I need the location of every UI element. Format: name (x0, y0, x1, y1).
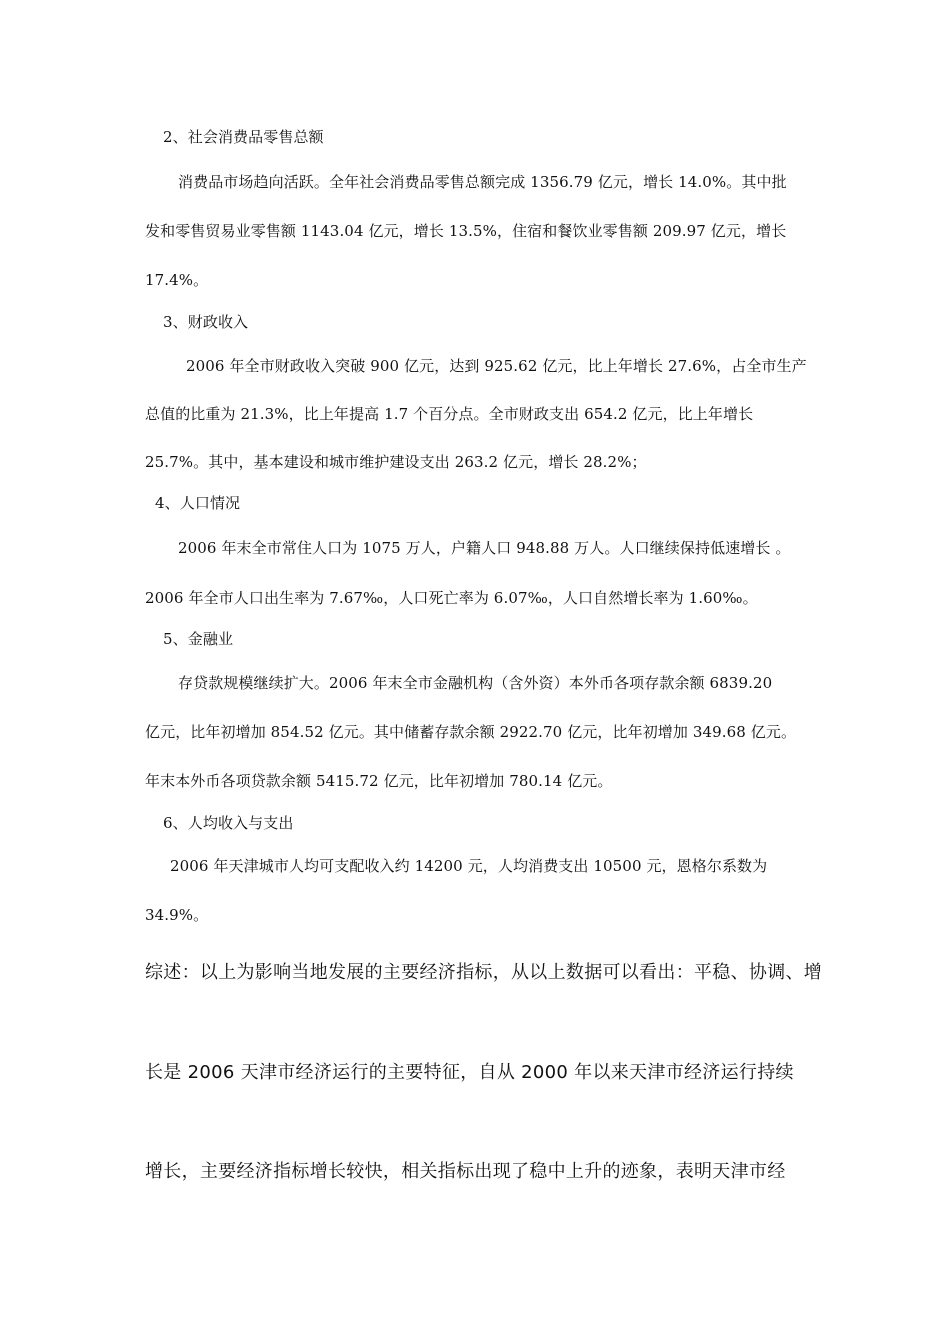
section-heading-population: 4、人口情况 (155, 494, 241, 512)
paragraph-line: 总值的比重为 21.3%，比上年提高 1.7 个百分点。全市财政支出 654.2 亿元，比上年增长 (145, 405, 754, 423)
section-heading-finance: 5、金融业 (163, 630, 234, 648)
paragraph-line: 2006 年天津城市人均可支配收入约 14200 元，人均消费支出 10500 元，恩格尔系数为 (170, 857, 768, 875)
summary-line: 综述：以上为影响当地发展的主要经济指标，从以上数据可以看出：平稳、协调、增 (145, 962, 823, 983)
paragraph-line: 17.4%。 (145, 271, 209, 289)
summary-line: 增长，主要经济指标增长较快，相关指标出现了稳中上升的迹象，表明天津市经 (145, 1161, 786, 1182)
section-heading-retail: 2、社会消费品零售总额 (163, 128, 324, 146)
paragraph-line: 2006 年全市人口出生率为 7.67‰，人口死亡率为 6.07‰，人口自然增长率为 1.60‰。 (145, 589, 758, 607)
section-heading-income-expenditure: 6、人均收入与支出 (163, 814, 294, 832)
paragraph-line: 亿元，比年初增加 854.52 亿元。其中储蓄存款余额 2922.70 亿元，比年初增加 349.68 亿元。 (145, 723, 797, 741)
paragraph-line: 年末本外币各项贷款余额 5415.72 亿元，比年初增加 780.14 亿元。 (145, 772, 613, 790)
summary-line: 长是 2006 天津市经济运行的主要特征，自从 2000 年以来天津市经济运行持续 (145, 1062, 794, 1083)
section-heading-fiscal-revenue: 3、财政收入 (163, 313, 249, 331)
paragraph-line: 34.9%。 (145, 906, 209, 924)
paragraph-line: 消费品市场趋向活跃。全年社会消费品零售总额完成 1356.79 亿元，增长 14.0%。其中批 (178, 173, 787, 191)
paragraph-line: 发和零售贸易业零售额 1143.04 亿元，增长 13.5%，住宿和餐饮业零售额 209.97 亿元，增长 (145, 222, 787, 240)
paragraph-line: 2006 年全市财政收入突破 900 亿元，达到 925.62 亿元，比上年增长 27.6%，占全市生产 (186, 357, 807, 375)
paragraph-line: 25.7%。其中，基本建设和城市维护建设支出 263.2 亿元，增长 28.2%； (145, 453, 647, 471)
paragraph-line: 2006 年末全市常住人口为 1075 万人，户籍人口 948.88 万人。人口继续保持低速增长 。 (178, 539, 791, 557)
paragraph-line: 存贷款规模继续扩大。2006 年末全市金融机构（含外资）本外币各项存款余额 6839.20 (178, 674, 773, 692)
